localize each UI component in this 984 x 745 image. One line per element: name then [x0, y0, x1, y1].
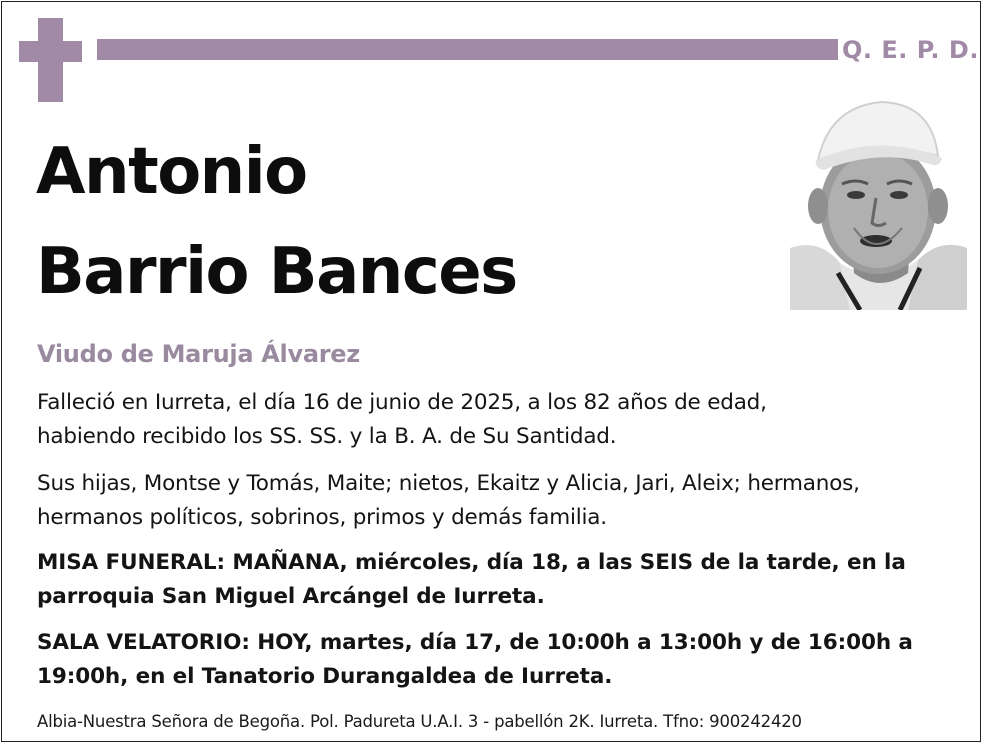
- relation-subtitle: Viudo de Maruja Álvarez: [37, 340, 360, 368]
- deceased-surnames: Barrio Bances: [36, 235, 517, 309]
- deceased-first-name: Antonio: [36, 135, 307, 209]
- death-notice-line: Falleció en Iurreta, el día 16 de junio de 2025, a los 82 años de edad,: [37, 390, 767, 415]
- funeral-home-footer: Albia-Nuestra Señora de Begoña. Pol. Padureta U.A.I. 3 - pabellón 2K. Iurreta. Tfno: 900242420: [37, 712, 802, 731]
- header-rule: [97, 39, 838, 60]
- wake-paragraph: [37, 626, 967, 694]
- funeral-mass-paragraph: [37, 546, 967, 614]
- qepd-label: Q. E. P. D.: [842, 36, 979, 64]
- family-paragraph: [37, 467, 967, 535]
- family-line: hermanos políticos, sobrinos, primos y demás familia.: [37, 505, 607, 530]
- portrait-photo: [790, 98, 967, 310]
- wake-line: 19:00h, en el Tanatorio Durangaldea de Iurreta.: [37, 664, 613, 689]
- funeral-mass-line: parroquia San Miguel Arcángel de Iurreta.: [37, 584, 545, 609]
- death-notice-line: habiendo recibido los SS. SS. y la B. A. de Su Santidad.: [37, 424, 617, 449]
- funeral-mass-line: MISA FUNERAL: MAÑANA, miércoles, día 18, a las SEIS de la tarde, en la: [37, 550, 906, 575]
- death-notice-paragraph: [37, 386, 967, 454]
- wake-line: SALA VELATORIO: HOY, martes, día 17, de 10:00h a 13:00h y de 16:00h a: [37, 630, 913, 655]
- family-line: Sus hijas, Montse y Tomás, Maite; nietos, Ekaitz y Alicia, Jari, Aleix; hermanos,: [37, 471, 860, 496]
